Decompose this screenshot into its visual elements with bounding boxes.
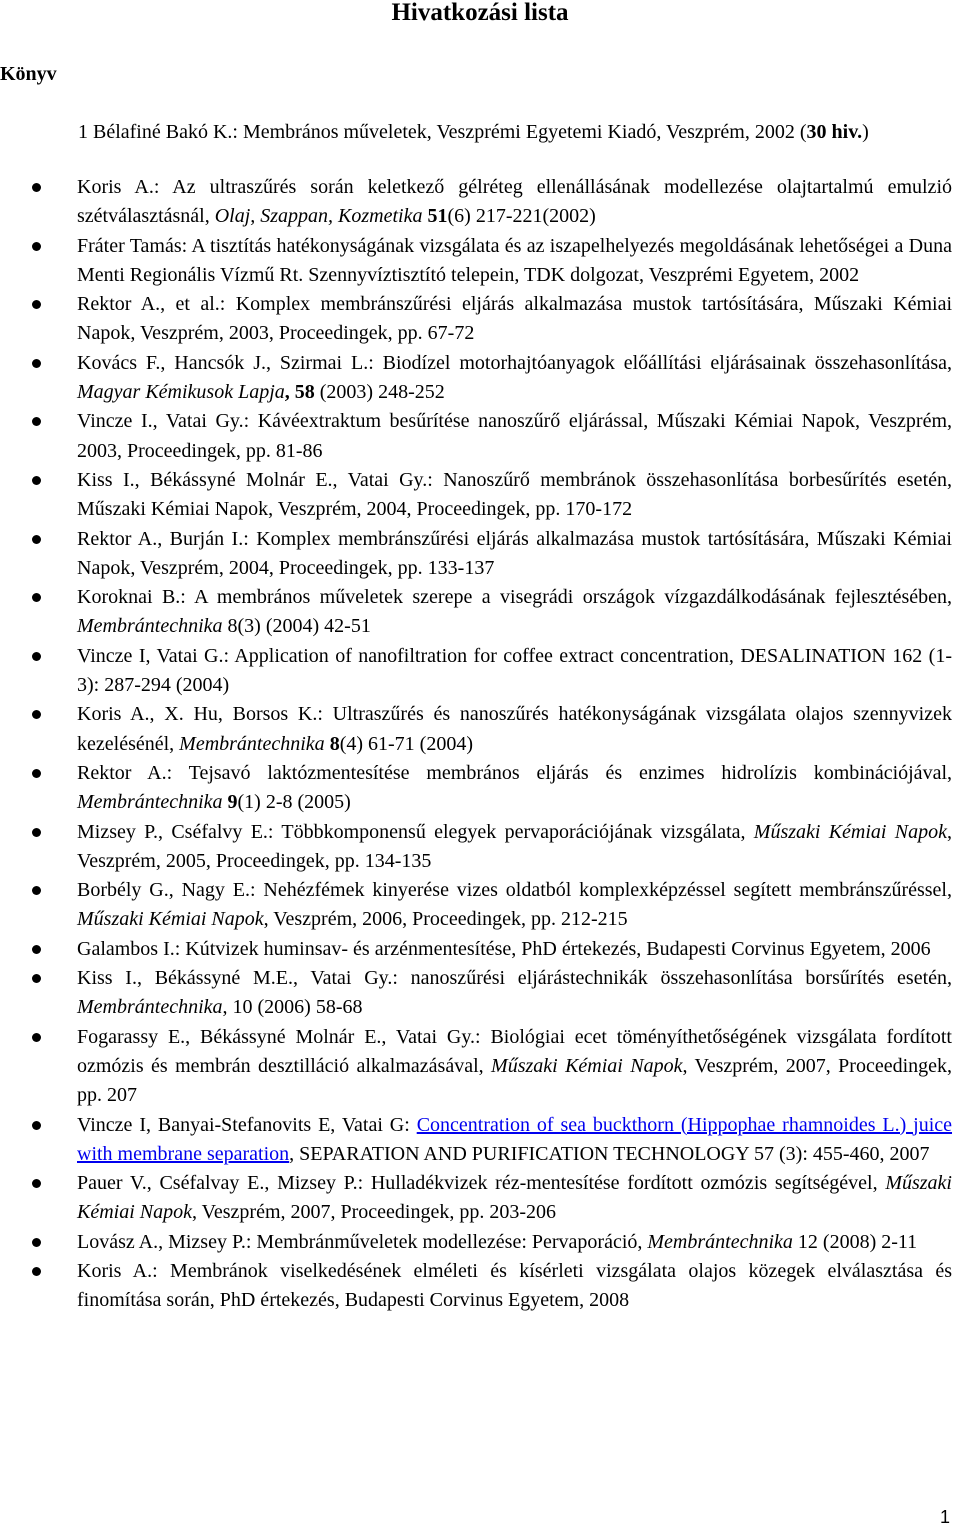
reference-details: , Veszprém, 2005, Proceedingek, pp. 134-135 [77,820,952,872]
reference-text: Vincze I., Vatai Gy.: Kávéextraktum besűrítése nanoszűrő eljárással, Műszaki Kémiai Napok, Veszprém, 2003, Proceedingek, pp. 81-86 [77,410,952,462]
reference-item [0,935,952,964]
bullet-icon [32,183,41,192]
reference-item [0,290,952,349]
reference-text: Kovács F., Hancsók J., Szirmai L.: Biodízel motorhajtóanyagok előállítási eljárásainak összehasonlítása, [77,351,952,374]
reference-details: (1) 2-8 (2005) [237,791,351,814]
reference-text: Galambos I.: Kútvizek huminsav- és arzénmentesítése, PhD értekezés, Budapesti Corvinus Egyetem, 2006 [77,937,931,960]
reference-journal: Műszaki Kémiai Napok [77,908,264,931]
bullet-icon [32,300,41,309]
bullet-icon [32,769,41,778]
bullet-icon [32,1033,41,1042]
reference-journal: Műszaki Kémiai Napok [491,1054,683,1077]
reference-item [0,232,952,291]
reference-details: , SEPARATION AND PURIFICATION TECHNOLOGY 57 (3): 455-460, 2007 [289,1142,930,1165]
reference-item [0,818,952,877]
entry-number: 1 [78,121,88,143]
reference-item [0,759,952,818]
reference-text: Rektor A., Burján I.: Komplex membránszűrési eljárás alkalmazása mustok tartósítására, Műszaki Kémiai Napok, Veszprém, 2004, Proceedingek, pp. 133-137 [77,527,952,579]
reference-journal: Membrántechnika [77,615,223,638]
reference-item [0,642,952,701]
reference-link[interactable]: Concentration of sea buckthorn (Hippophae rhamnoides L.) juice with membrane separation [77,1113,953,1165]
reference-item [0,583,952,642]
entry-tail: ) [862,121,869,143]
reference-journal: Membrántechnika [179,732,325,755]
reference-text: Kiss I., Békássyné M.E., Vatai Gy.: nanoszűrési eljárástechnikák összehasonlítása borsűrítés esetén, [77,967,952,990]
reference-item [0,525,952,584]
reference-details: , Veszprém, 2006, Proceedingek, pp. 212-215 [263,908,628,931]
reference-volume: 8 [324,732,340,755]
reference-details: , Veszprém, 2007, Proceedingek, pp. 203-206 [192,1201,557,1224]
bullet-icon [32,535,41,544]
reference-text: Rektor A., et al.: Komplex membránszűrési eljárás alkalmazása mustok tartósítására, Műszaki Kémiai Napok, Veszprém, 2003, Proceedingek, pp. 67-72 [77,293,952,345]
reference-volume: 9 [222,791,238,814]
reference-volume: , 58 [284,381,315,404]
reference-journal: Műszaki Kémiai Napok [77,1172,952,1224]
bullet-icon [32,1179,41,1188]
reference-journal: Membrántechnika [77,996,223,1019]
reference-item [0,1023,952,1111]
reference-item [0,700,952,759]
bullet-icon [32,945,41,954]
reference-details: 12 (2008) 2-11 [792,1230,918,1253]
bullet-icon [32,1121,41,1130]
reference-text: Pauer V., Cséfalvay E., Mizsey P.: Hulladékvizek réz-mentesítése fordított ozmózis segítségével, [77,1172,886,1195]
reference-item [0,407,952,466]
reference-text: Kiss I., Békássyné Molnár E., Vatai Gy.: Nanoszűrő membránok összehasonlítása borbesűrítés esetén, Műszaki Kémiai Napok, Veszprém, 2004, Proceedingek, pp. 170-172 [77,468,952,521]
reference-text: Vincze I, Vatai G.: Application of nanofiltration for coffee extract concentration, DESALINATION 162 (1-3): 287-294 (2004) [77,644,952,697]
reference-journal: Membrántechnika [77,791,223,814]
page-number: 1 [939,1507,950,1527]
bullet-icon [32,476,41,485]
bullet-icon [32,1238,41,1247]
bullet-icon [32,828,41,837]
entry-bold: 30 hiv. [806,121,863,143]
bullet-icon [32,242,41,251]
reference-item [0,466,952,525]
reference-text: Koris A., X. Hu, Borsos K.: Ultraszűrés és nanoszűrés hatékonyságának vizsgálata olajos szennyvizek kezelésénél, [77,703,952,755]
reference-details: (6) 217-221(2002) [447,205,596,228]
bullet-icon [32,1267,41,1276]
reference-journal: Olaj, Szappan, Kozmetika [214,205,423,228]
bullet-icon [32,974,41,983]
reference-item [0,1228,952,1257]
reference-details: , 10 (2006) 58-68 [222,996,363,1019]
reference-text: Mizsey P., Cséfalvy E.: Többkomponensű elegyek pervaporációjának vizsgálata, [77,820,754,843]
entry-text: Bélafiné Bakó K.: Membrános műveletek, Veszprémi Egyetemi Kiadó, Veszprém, 2002 ( [93,121,807,143]
reference-text: Koris A.: Az ultraszűrés során keletkező gélréteg ellenállásának modellezése olajtartalmú emulzió szétválasztásnál, [77,176,952,228]
reference-details: (2003) 248-252 [314,381,445,404]
bullet-icon [32,710,41,719]
reference-item [0,1169,952,1228]
reference-details: , Veszprém, 2007, Proceedingek, pp. 207 [77,1054,953,1107]
bullet-icon [32,652,41,661]
bullet-icon [32,593,41,602]
bullet-icon [32,417,41,426]
page-title: Hivatkozási lista [391,0,569,26]
section-heading: Könyv [0,63,57,85]
reference-journal: Membrántechnika [647,1230,793,1253]
reference-text: Fogarassy E., Békássyné Molnár E., Vatai Gy.: Biológiai ecet töményíthetőségének vizsgálata fordított ozmózis és membrán desztilláció alkalmazásával, [77,1025,952,1077]
reference-text: Rektor A.: Tejsavó laktózmentesítése membrános eljárás és enzimes hidrolízis kombinációjával, [77,761,952,784]
reference-text: Lovász A., Mizsey P.: Membránműveletek modellezése: Pervaporáció, [77,1230,648,1253]
reference-list [0,173,952,1316]
reference-journal: Műszaki Kémiai Napok [753,820,947,843]
reference-journal: Magyar Kémikusok Lapja [77,381,285,404]
reference-details: 8(3) (2004) 42-51 [222,615,371,638]
reference-item [0,876,952,935]
reference-text: Koroknai B.: A membrános műveletek szerepe a visegrádi országok vízgazdálkodásának fejlesztésében, [77,586,952,609]
reference-text: Borbély G., Nagy E.: Nehézfémek kinyerése vizes oldatból komplexképzéssel segített membránszűréssel, [77,879,952,902]
reference-item [0,964,952,1023]
bullet-icon [32,359,41,368]
reference-item [0,173,952,232]
reference-item [0,1257,952,1316]
reference-item [0,1111,952,1170]
reference-text: Koris A.: Membránok viselkedésének elméleti és kísérleti vizsgálata olajos közegek elválasztása és finomítása során, PhD értekezés, Budapesti Corvinus Egyetem, 2008 [77,1259,952,1312]
reference-text: Fráter Tamás: A tisztítás hatékonyságának vizsgálata és az iszapelhelyezés megoldásának lehetőségei a Duna Menti Regionális Vízmű Rt. Szennyvíztisztító telepein, TDK dolgozat, Veszprémi Egyetem, 2002 [77,234,952,286]
reference-details: (4) 61-71 (2004) [339,732,473,755]
first-entry [0,118,952,147]
reference-volume: 51 [422,205,448,228]
bullet-icon [32,886,41,895]
reference-item [0,349,952,408]
reference-text: Vincze I, Banyai-Stefanovits E, Vatai G: [77,1113,417,1136]
